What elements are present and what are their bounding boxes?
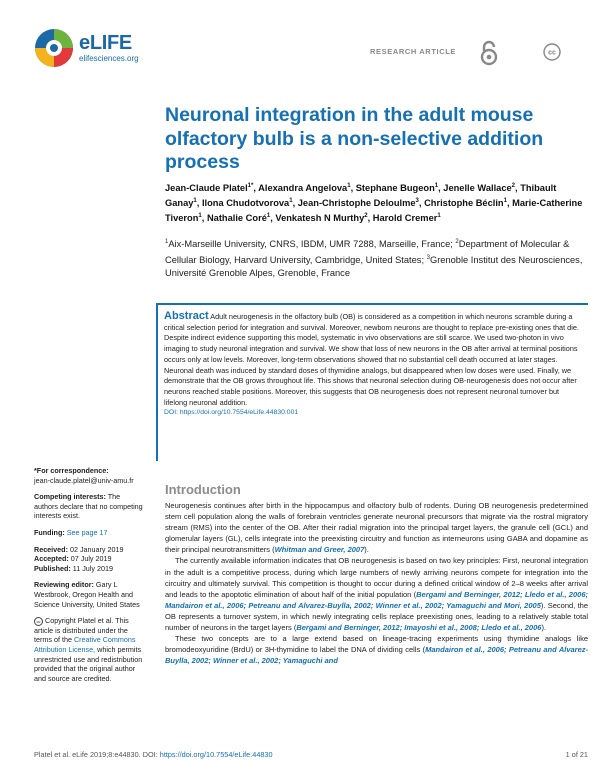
author-affiliation-marker: 1 <box>266 212 271 219</box>
author-list: Jean-Claude Platel$^{1*}$, Alexandra Angelova$^1$, Stephane Bugeon$^1$, Jenelle Wallace$^2$, Thibault Ganay$^1$, Ilona Chudotvorova$^1$, Jean-Christophe Deloulme$^3$, Christophe Béclin$^1$, Marie-Catherine Tiveron$^1$, Nathalie Coré$^1$, Venkatesh N Murthy$^2$, Harold Cremer$^1$ <box>165 183 583 223</box>
author-affiliation-marker: 1 <box>437 212 441 219</box>
elife-logo-icon <box>34 28 74 68</box>
cc-license-link[interactable]: Creative Commons Attribution License, <box>34 635 136 654</box>
intro-paragraph <box>165 555 588 633</box>
footer-citation <box>34 750 273 759</box>
competing-interests-text: The authors declare that no competing interests exist. <box>34 492 143 521</box>
author-name[interactable]: Ilona Chudotvorova <box>201 197 290 208</box>
author-affiliation-marker: 1 <box>503 197 507 204</box>
accepted-label: Accepted: <box>34 554 69 564</box>
received-label: Received: <box>34 544 68 554</box>
svg-text:cc: cc <box>548 49 556 57</box>
abstract-box <box>156 303 588 461</box>
author-affiliation-marker: 1 <box>289 197 293 204</box>
intro-text: These two concepts are to a large extend based on lineage-tracing experiments using thymidine analogs like bromodeoxyuridine (BrdU) or 3H-thymidine to label the DNA of dividing cells ( <box>165 634 588 655</box>
author-name[interactable]: Venkatesh N Murthy <box>275 212 365 223</box>
citation-link[interactable]: Bergami and Berninger, 2012; Imayoshi et al., 2008; Lledo et al., 2006 <box>296 623 542 633</box>
competing-interests-label: Competing interests: <box>34 492 106 502</box>
intro-text: ). Second, the OB represents a turnover system, in which newly integrating cells replace preexisting ones, leading to a relatively stable total number of neurons in the target layers ( <box>165 600 588 633</box>
published-label: Published: <box>34 563 71 573</box>
author-affiliation-marker: 1 <box>193 197 197 204</box>
affiliation-number: 3 <box>426 254 430 261</box>
article-title: Neuronal integration in the adult mouse olfactory bulb is a non-selective addition process <box>165 104 544 173</box>
reviewing-editor-text: Gary L Westbrook, Oregon Health and Science University, United States <box>34 580 140 609</box>
author-name[interactable]: Nathalie Coré <box>206 212 267 223</box>
intro-paragraph <box>165 633 588 666</box>
open-access-icon <box>478 40 500 66</box>
author-name[interactable]: Christophe Béclin <box>424 197 504 208</box>
author-name[interactable]: Thibault Ganay <box>165 183 557 208</box>
accepted-date: 07 July 2019 <box>70 554 112 564</box>
footer-doi-link[interactable]: https://doi.org/10.7554/eLife.44830 <box>159 750 273 759</box>
copyright-cc-icon: cc <box>34 617 43 626</box>
author-affiliation-marker: 1 <box>198 212 202 219</box>
funding-link[interactable]: See page 17 <box>66 527 108 537</box>
page-number: 1 of 21 <box>565 750 588 759</box>
affiliation-number: 2 <box>455 239 459 245</box>
author-affiliation-marker: 1 <box>434 183 439 189</box>
author-name[interactable]: Harold Cremer <box>372 212 438 223</box>
author-affiliation-marker: 2 <box>511 183 516 189</box>
creative-commons-icon <box>543 43 561 61</box>
citation-link[interactable]: Bergami and Berninger, 2012; Lledo et al., 2006; Mandairon et al., 2006; Petreanu and Alvarez-Buylla, 2002; Winner et al., 2002; Yamaguchi and Mori, 2005 <box>165 589 588 610</box>
copyright-text: Copyright Platel et al. This article is distributed under the terms of the <box>34 616 129 645</box>
affiliations <box>165 236 595 281</box>
funding-label: Funding: <box>34 527 65 537</box>
correspondence-email[interactable]: jean-claude.platel@univ-amu.fr <box>34 475 134 485</box>
author-name[interactable]: Stephane Bugeon <box>355 183 435 194</box>
abstract-heading: Abstract <box>164 310 209 322</box>
intro-text: ). <box>541 623 547 633</box>
page-header <box>0 0 600 90</box>
received-date: 02 January 2019 <box>69 544 124 554</box>
author-affiliation-marker: 2 <box>364 212 368 219</box>
logo-name: eLIFE <box>79 32 132 54</box>
abstract-body: Adult neurogenesis in the olfactory bulb (OB) is considered as a competition in which neurons scramble during a critical selection period for integration and survival. Moreover, newborn neurons are thought to replace pre-existing ones that die. Despite indirect evidence supporting this model, systematic in vivo observations are still scarce. We used two-photon in vivo imaging to study neuronal integration and survival. We show that loss of new neurons in the OB after arrival at terminal positions occurs only at low levels. Moreover, long-term observations showed that no substantial cell death occurred at later stages. Neuronal death was induced by standard doses of thymidine analogs, but disappeared when low doses were used. Finally, we demonstrate that the OB grows throughout life. This shows that neuronal selection during OB-neurogenesis does not occur after neurons reached stable positions. Moreover, this suggests that OB neurogenesis does not represent neuronal turnover but lifelong neuronal addition. <box>164 312 579 407</box>
author-name[interactable]: Marie-Catherine Tiveron <box>165 197 583 223</box>
author-name[interactable]: Jenelle Wallace <box>443 183 512 194</box>
reviewing-editor-label: Reviewing editor: <box>34 580 94 590</box>
elife-logo[interactable] <box>34 28 139 68</box>
author-name[interactable]: Jean-Christophe Deloulme <box>297 197 416 208</box>
citation-link[interactable]: Mandairon et al., 2006; Petreanu and Alvarez-Buylla, 2002; Winner et al., 2002; Yamaguchi and <box>165 645 588 666</box>
author-affiliation-marker: 1 <box>347 183 351 189</box>
copyright-text-end: which permits unrestricted use and redistribution provided that the original author and source are credited. <box>34 644 143 683</box>
author-name[interactable]: Alexandra Angelova <box>258 183 348 194</box>
logo-url[interactable]: elifesciences.org <box>79 54 139 63</box>
abstract <box>164 311 584 419</box>
affiliation-text: Aix-Marseille University, CNRS, IBDM, UMR 7288, Marseille, France; <box>168 239 456 250</box>
affiliation-text: Department of Molecular & Cellular Biology, Harvard University, Cambridge, United States; <box>165 239 570 265</box>
affiliation-text: Grenoble Institut des Neurosciences, Université Grenoble Alpes, Grenoble, France <box>165 254 583 279</box>
introduction-heading: Introduction <box>165 482 241 497</box>
introduction-body <box>165 500 588 666</box>
article-info-sidebar <box>34 466 146 690</box>
intro-paragraph <box>165 500 588 555</box>
author-name[interactable]: Jean-Claude Platel <box>165 183 248 194</box>
abstract-doi-link[interactable]: DOI: https://doi.org/10.7554/eLife.44830.001 <box>164 409 299 417</box>
footer-citation-text: Platel et al. eLife 2019;8:e44830. DOI: <box>34 750 160 759</box>
published-date: 11 July 2019 <box>72 563 113 573</box>
citation-link[interactable]: Whitman and Greer, 2007 <box>274 545 365 555</box>
intro-text: The currently available information indicates that OB neurogenesis is based on two key principles: First, neuronal integration in the adult is a competitive process, during which large numbers of newly arriving neurons compete for integration into the circuitry and ultimately survival. This competition is thought to occur during a defined critical window of 2–8 weeks after arrival and leads to the apoptotic elimination of about half of the initial population ( <box>165 556 588 599</box>
correspondence-label: *For correspondence: <box>34 466 109 475</box>
affiliation-number: 1 <box>165 239 169 245</box>
author-affiliation-marker: 3 <box>415 197 419 204</box>
intro-text: Neurogenesis continues after birth in the hippocampus and olfactory bulb of rodents. During OB neurogenesis predetermined stem cell population along the walls of forebrain ventricles generate neuronal precursors that migrate via the rostral migratory stream (RMS) into the center of the OB. After their radial migration into the principal target layers, the granule cell (GCL) and glomerular layers (GL), cells integrate into the preexisting circuitry and function as interneurons using GABA and dopamine as their principal neurotransmitters ( <box>165 501 588 555</box>
author-affiliation-marker: 1* <box>247 183 254 189</box>
intro-text: ). <box>364 545 369 555</box>
article-type-label: RESEARCH ARTICLE <box>370 47 456 56</box>
